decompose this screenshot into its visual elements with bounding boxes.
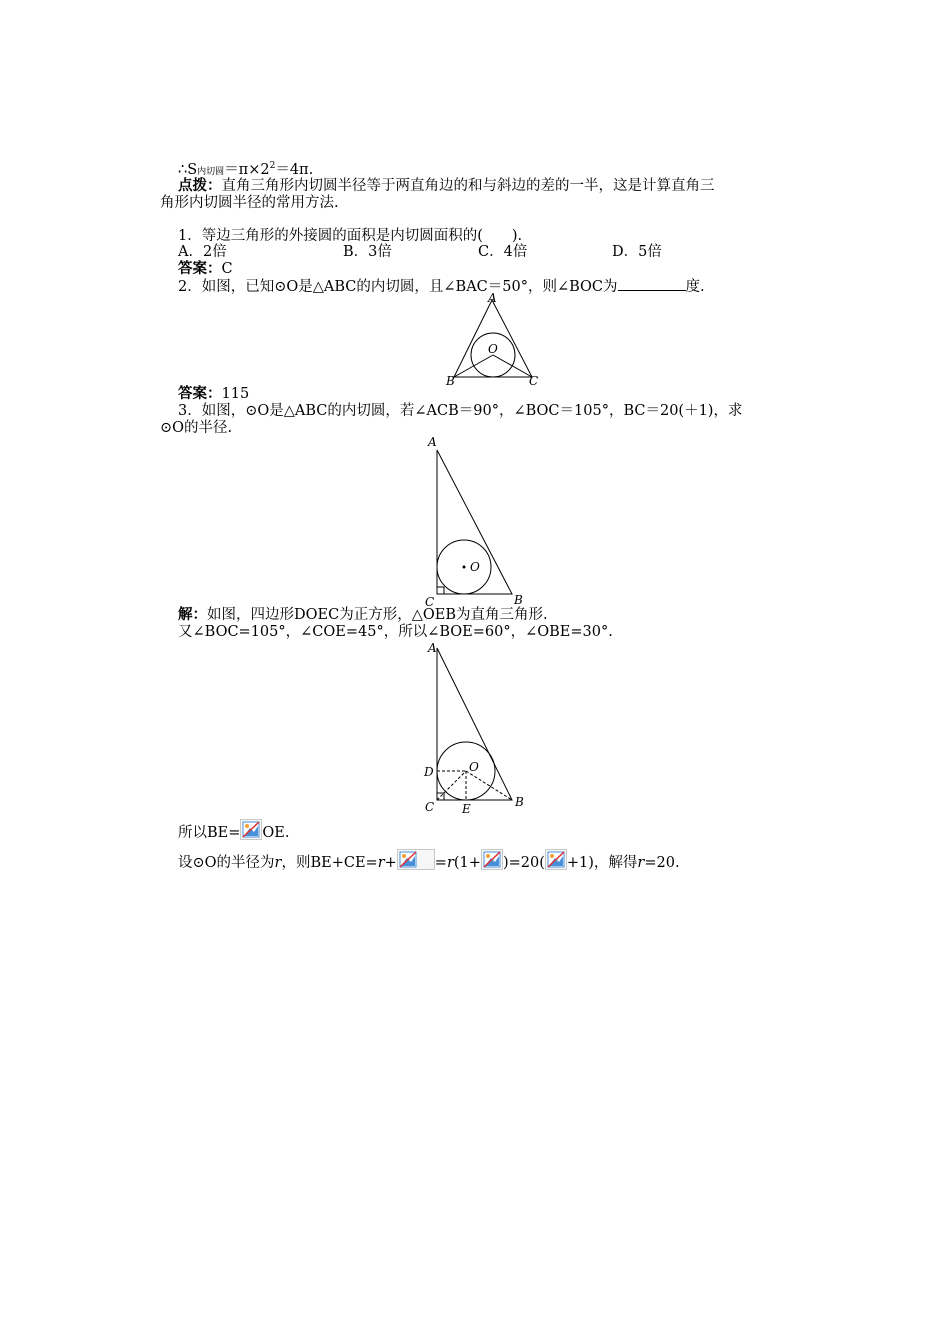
final-2-e: (1+	[453, 855, 481, 871]
tip-text-2: 角形内切圆半径的常用方法.	[160, 195, 339, 211]
final-2-h: =20.	[644, 855, 680, 871]
q1-option-c: C．4倍	[478, 244, 528, 260]
q1-option-b: B．3倍	[343, 244, 392, 260]
answer-2-value: 115	[221, 386, 250, 402]
final-2-d: =	[434, 855, 447, 871]
fig3-label-c: C	[425, 800, 435, 814]
answer-2-label: 答案：	[178, 386, 222, 402]
final-2-f: )=20(	[502, 855, 545, 871]
area-end: ＝4π.	[275, 162, 314, 178]
broken-image-icon	[397, 849, 435, 870]
answer-1	[178, 261, 233, 278]
q1-option-d: D．5倍	[612, 244, 662, 260]
area-prefix: ∴S	[178, 162, 198, 178]
fig3-label-o: O	[469, 760, 479, 774]
question-3-line-1: 3．如图，⊙O是△ABC的内切圆，若∠ACB＝90°，∠BOC＝105°，BC＝20(＋1)，求	[178, 403, 743, 419]
q2-text: 2．如图，已知⊙O是△ABC的内切圆，且∠BAC＝50°，则∠BOC为	[178, 279, 618, 295]
tip-text-1: 直角三角形内切圆半径等于两直角边的和与斜边的差的一半，这是计算直角三	[221, 178, 715, 194]
question-3-line-2: ⊙O的半径.	[160, 420, 233, 436]
final-line-2	[178, 849, 680, 872]
answer-2	[178, 386, 249, 403]
var-r-2: r	[377, 855, 385, 871]
tip-line-1	[178, 178, 715, 195]
fig1-label-o: O	[488, 342, 498, 356]
final-1-text: 所以BE=	[178, 825, 241, 841]
var-r-4: r	[637, 855, 645, 871]
final-2-g: +1)，解得	[566, 855, 638, 871]
fig3-label-a: A	[428, 641, 437, 655]
area-superscript: 2	[269, 161, 276, 172]
final-1-tail: OE.	[262, 825, 290, 841]
figure-3-right-triangle-square	[420, 638, 540, 818]
var-r-1: r	[274, 855, 282, 871]
final-2-b: ，则BE+CE=	[281, 855, 378, 871]
solution-text-1: 如图，四边形DOEC为正方形，△OEB为直角三角形.	[207, 607, 548, 623]
var-r-3: r	[446, 855, 454, 871]
q1-option-a: A．2倍	[178, 244, 227, 260]
tip-line-2	[160, 195, 339, 212]
broken-image-icon	[545, 849, 567, 870]
fig1-label-a: A	[488, 291, 497, 305]
answer-1-label: 答案：	[178, 261, 222, 277]
question-1: 1．等边三角形的外接圆的面积是内切圆面积的( ).	[178, 228, 523, 244]
q2-blank	[618, 278, 686, 291]
fig2-label-b: B	[514, 593, 523, 607]
fig1-label-c: C	[529, 374, 539, 388]
area-subscript: 内切圆	[197, 167, 225, 177]
broken-image-icon	[240, 819, 262, 840]
area-mid: ＝π×2	[224, 162, 270, 178]
tip-label: 点拨：	[178, 178, 222, 194]
final-2-c: +	[384, 855, 397, 871]
fig2-label-c: C	[425, 595, 435, 609]
solution-line-1	[178, 607, 548, 624]
figure-1-triangle-incircle	[440, 290, 550, 390]
fig3-label-b: B	[515, 795, 524, 809]
fig3-label-d: D	[424, 765, 434, 779]
fig3-label-e: E	[462, 802, 471, 816]
answer-1-value: C	[221, 261, 233, 277]
final-2-a: 设⊙O的半径为	[178, 855, 275, 871]
solution-label: 解：	[178, 607, 207, 623]
broken-image-icon	[481, 849, 503, 870]
q2-unit: 度.	[685, 279, 705, 295]
fig1-label-b: B	[446, 374, 455, 388]
final-line-1	[178, 819, 289, 842]
fig2-label-o: O	[470, 560, 480, 574]
solution-line-2: 又∠BOC=105°，∠COE=45°，所以∠BOE=60°，∠OBE=30°.	[178, 624, 613, 640]
fig2-label-a: A	[428, 435, 437, 449]
figure-2-right-triangle-incircle	[420, 432, 540, 612]
